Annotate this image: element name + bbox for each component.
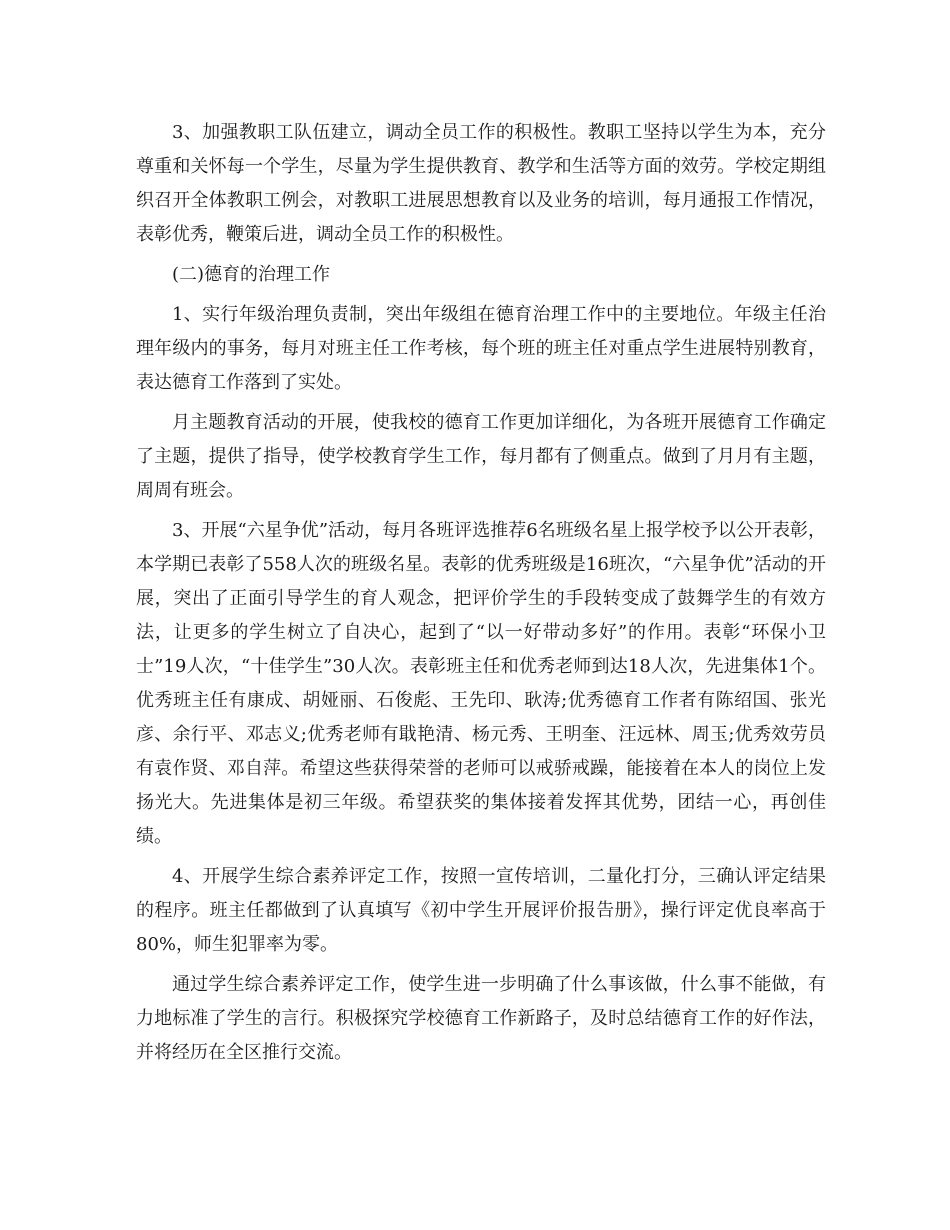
paragraph-quality-evaluation: 4、开展学生综合素养评定工作，按照一宣传培训，二量化打分，三确认评定结果的程序。班主任都做到了认真填写《初中学生开展评价报告册》，操行评定优良率高于80%，师生犯罪率为零。 (136, 866, 826, 955)
paragraph-staff-building: 3、加强教职工队伍建立，调动全员工作的积极性。教职工坚持以学生为本，充分尊重和关怀每一个学生，尽量为学生提供教育、教学和生活等方面的效劳。学校定期组织召开全体教职工例会，对教职工进展思想教育以及业务的培训，每月通报工作情况，表彰优秀，鞭策后进，调动全员工作的积极性。 (136, 122, 826, 245)
section-heading-moral-education: (二)德育的治理工作 (172, 264, 331, 285)
paragraph-monthly-theme: 月主题教育活动的开展，使我校的德育工作更加详细化，为各班开展德育工作确定了主题，提供了指导，使学校教育学生工作，每月都有了侧重点。做到了月月有主题，周周有班会。 (136, 412, 826, 501)
paragraph-grade-management: 1、实行年级治理负责制，突出年级组在德育治理工作中的主要地位。年级主任治理年级内的事务，每月对班主任工作考核，每个班的班主任对重点学生进展特别教育，表达德育工作落到了实处。 (136, 304, 826, 393)
paragraph-evaluation-results: 通过学生综合素养评定工作，使学生进一步明确了什么事该做，什么事不能做，有力地标准了学生的言行。积极探究学校德育工作新路子，及时总结德育工作的好作法，并将经历在全区推行交流。 (136, 974, 826, 1063)
document-body (136, 116, 826, 1076)
paragraph-six-stars: 3、开展“六星争优”活动，每月各班评选推荐6名班级名星上报学校予以公开表彰，本学期已表彰了558人次的班级名星。表彰的优秀班级是16班次，“六星争优”活动的开展，突出了正面引导学生的育人观念，把评价学生的手段转变成了鼓舞学生的有效方法，让更多的学生树立了自决心，起到了“以一好带动多好”的作用。表彰“环保小卫士”19人次，“十佳学生”30人次。表彰班主任和优秀老师到达18人次，先进集体1个。优秀班主任有康成、胡娅丽、石俊彪、王先印、耿涛;优秀德育工作者有陈绍国、张光彦、余行平、邓志义;优秀老师有戢艳清、杨元秀、王明奎、汪远林、周玉;优秀效劳员有袁作贤、邓自萍。希望这些获得荣誉的老师可以戒骄戒躁，能接着在本人的岗位上发扬光大。先进集体是初三年级。希望获奖的集体接着发挥其优势，团结一心，再创佳绩。 (136, 520, 826, 847)
